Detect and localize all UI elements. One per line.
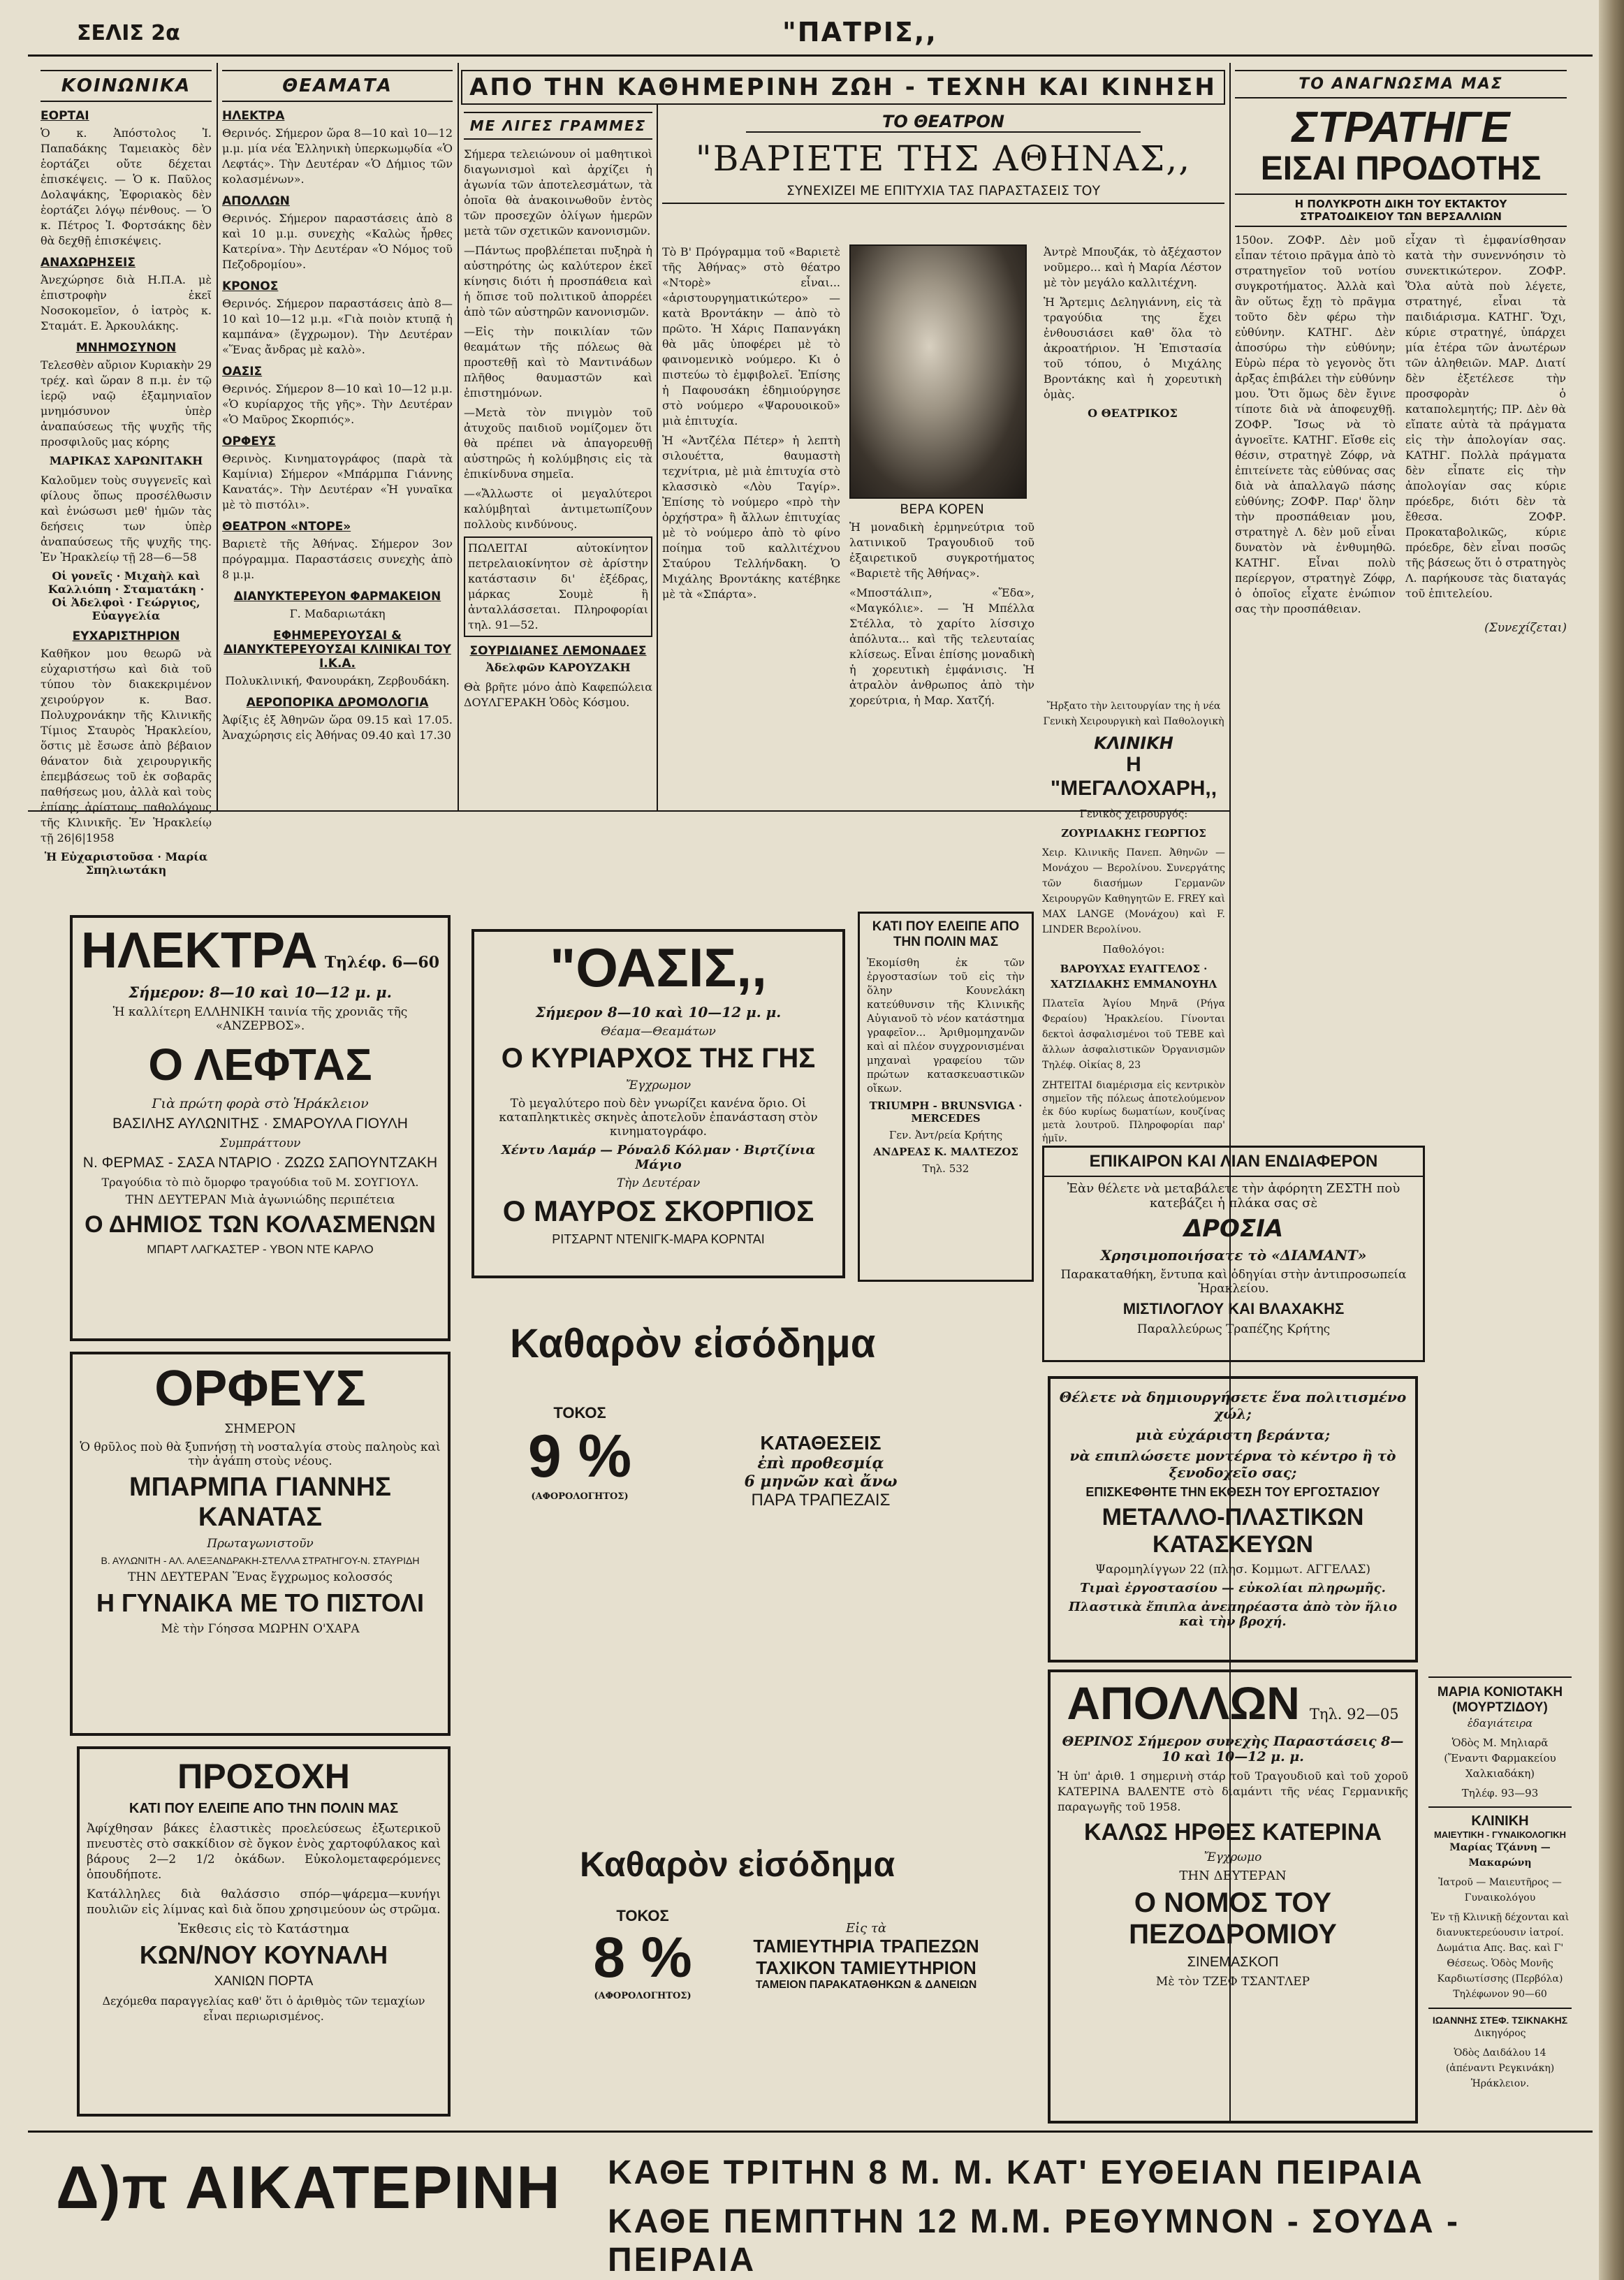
attention-ad	[77, 1746, 451, 2117]
clinic-name: ΚΛΙΝΙΚΗ	[1094, 733, 1173, 753]
orfeus-ad	[70, 1352, 451, 1736]
show-head: ΟΑΣΙΣ	[222, 365, 263, 379]
feasts-head: ΕΟΡΤΑΙ	[41, 109, 89, 123]
social-column	[41, 70, 212, 877]
oasis-desc: Τὸ μεγαλύτερο ποὺ δὲν γνωρίζει κανένα ὅριο. Οἱ καταπληκτικὲς σκηνὲς ἀποτελοῦν ἐπανάσταση στὸν κινηματογράφο.	[499, 1097, 818, 1139]
portrait-photo	[849, 244, 1027, 499]
electra-cast-2: Ν. ΦΕΡΜΑΣ - ΣΑΣΑ ΝΤΑΡΙΟ · ΖΩΖΩ ΣΑΠΟΥΝΤΖΑΚΗ	[82, 1155, 438, 1171]
show-item	[222, 194, 453, 272]
income-line: ΤΑΜΙΕΥΤΗΡΙΑ ΤΡΑΠΕΖΩΝ	[753, 1936, 979, 1957]
serial-text-b: εἶχαν τὶ ἐμφανίσθησαν κατὰ τὴν συνεννόησιν τὸ συνεκτικώτερον. ΖΟΦΡ. Ὅλα αὐτὰ ποὺ λέγετε, στρατηγέ, εἶναι τὰ παιδιάρισμα. ΚΑΤΗΓ. Ὄχι, κύριε στρατηγέ, ὑπάρχει μία ἐτέρα τῶν ἀνωτέρων τῶν ἀληθειῶν. ΜΑΡ. Διατί δὲν ἐξετέλεσε τὴν προσφορὰν ὁ καταπολεμητής; ΠΡ. Δὲν θὰ εἴπατε αὐτὰ τὰ πράγματα εἰς τὴν ἀπολογίαν σας. ΚΑΤΗΓ. Πολλὰ πράγματα δὲν εἶπατε εἰς τὴν ἀπολογίαν σας κύριε πρόεδρε, διότι δὲν τὰ ἔθεσα. ΖΟΦΡ. Προκαταβολικῶς, κύριε πρόεδρε, δὲν εἶναι ποσῶς τῆς βάσεως ὅτι ὁ στρατηγὸς Λ. παρήκουσε τὰς διαταγάς τοῦ ἐπιτελείου.	[1405, 233, 1566, 600]
show-text: Θερινός. Σήμερον παραστάσεις ἀπὸ 8—10 καὶ 10—12 μ.μ. «Γιὰ ποιὸν κτυπᾷ ἡ καμπάνα» (ἔγχρωμον). Τὴν Δευτέραν «Ἕνας ἄνδρας μὲ καλὸ».	[222, 297, 453, 356]
midwife-address: Ὁδὸς Μ. Μηλιαρᾶ (Ἔναντι Φαρμακείου Χαλκιαδάκη)	[1444, 1737, 1556, 1780]
brief-text: —Πάντως προβλέπεται πυξηρὰ ἡ αὐστηρότης ὡς καλύτερον ἐκεῖ κίνησις διότι ἡ προσπάθεια καὶ ἡ ὅπισε τοῦ πολιτικοῦ ἀπορρέει ἀπὸ τῶν αὐστηρῶν κανονισμῶν.	[464, 244, 652, 319]
clinics-head: ΕΦΗΜΕΡΕΥΟΥΣΑΙ & ΔΙΑΝΥΚΤΕΡΕΥΟΥΣΑΙ ΚΛΙΝΙΚΑΙ ΤΟΥ Ι.Κ.Α.	[224, 629, 451, 671]
show-text: Θερινός. Σήμερον ὥρα 8—10 καὶ 10—12 μ.μ. μία νέα Ἑλληνικὴ ὑπερκωμῳδία «Ὁ Λεφτάς». Τὴν Δευτέραν «Ὁ Δήμιος τῶν κολασμένων».	[222, 126, 453, 186]
shows-title: ΘΕΑΜΑΤΑ	[222, 70, 453, 102]
income-line: ΚΑΤΑΘΕΣΕΙΣ	[760, 1432, 882, 1454]
feasts-text: Ὁ κ. Ἀπόστολος Ἰ. Παπαδάκης Ταμειακὸς δὲν ἑορτάζει οὔτε δέχεται ἐπισκέψεις. — Ὁ κ. Παῦλος Δολαψάκης, Ἐφοριακὸς δὲν ἑορτάζει λόγῳ πένθους. — Ὁ κ. Πέτρος Ἰ. Φορτσάκης δὲν θὰ δεχθῇ ἐπισκέψεις.	[41, 126, 212, 247]
plastics-line: νὰ επιπλώσετε μοντέρνα τὸ κέντρο ἢ τὸ ξενοδοχεῖο σας;	[1069, 1447, 1396, 1481]
show-head: ΚΡΟΝΟΣ	[222, 279, 279, 293]
attention-text: Ἀφίχθησαν βάκες ἐλαστικὲς προελεύσεως ἐξωτερικοῦ πνευστὲς στὸ σακκίδιον σὲ ὄγκον ἑνὸς χαρτοφύλακος καὶ βάρους 2—2 1/2 ὀκάδων. Εὐκολομεταφερόμενες ὁπουδήποτε.	[87, 1822, 441, 1882]
drosia-word: ΔΡΟΣΙΑ	[1183, 1215, 1284, 1243]
income-line: ΠΑΡΑ ΤΡΑΠΕΖΑΙΣ	[751, 1491, 891, 1510]
office-brand: TRIUMPH - BRUNSVIGA · MERCEDES	[869, 1099, 1023, 1125]
oasis-ad	[471, 929, 845, 1278]
oasis-film-2: Ο ΜΑΥΡΟΣ ΣΚΟΡΠΙΟΣ	[502, 1194, 814, 1227]
apollon-name: ΑΠΟΛΛΩΝ	[1067, 1677, 1300, 1729]
orfeus-stars: Πρωταγωνιστοῦν	[207, 1537, 314, 1551]
clinic-doctor-2: ΒΑΡΟΥΧΑΣ ΕΥΑΓΓΕΛΟΣ · ΧΑΤΖΙΔΑΚΗΣ ΕΜΜΑΝΟΥΗΛ	[1050, 963, 1217, 991]
theatre-text: Ἡ μοναδικὴ ἑρμηνεύτρια τοῦ λατινικοῦ Τραγουδιοῦ τοῦ ἐξαιρετικοῦ συγκροτήματος «Βαριετὲ τῆς Ἀθήνας».	[849, 520, 1034, 580]
office-head: ΚΑΤΙ ΠΟΥ ΕΛΕΙΠΕ ΑΠΟ ΤΗΝ ΠΟΛΙΝ ΜΑΣ	[872, 919, 1020, 949]
income-line: Εἰς τὰ	[845, 1921, 887, 1936]
serial-body	[1235, 233, 1567, 621]
attention-sub: ΚΑΤΙ ΠΟΥ ΕΛΕΙΠΕ ΑΠΟ ΤΗΝ ΠΟΛΙΝ ΜΑΣ	[129, 1801, 399, 1816]
clinic-megalochari-ad	[1042, 699, 1225, 1076]
office-tel: Τηλ. 532	[922, 1162, 970, 1175]
attention-address: ΧΑΝΙΩΝ ΠΟΡΤΑ	[214, 1974, 314, 1989]
orfeus-monday: ΤΗΝ ΔΕΥΤΕΡΑΝ Ἕνας ἔγχρωμος κολοσσός	[128, 1570, 393, 1584]
clinic-address: Πλατεῖα Ἁγίου Μηνᾶ (Ρήγα Φεραίου) Ἡρακλείου. Γίνονται δεκτοὶ ἀσφαλισμένοι τοῦ ΤΕΒΕ καὶ ἄλλων ἀσφαλιστικῶν Ὀργανισμῶν Τηλέφ. Οἰκίας 8, 23	[1042, 998, 1225, 1071]
attention-head: ΠΡΟΣΟΧΗ	[177, 1757, 350, 1796]
income-rate-2: 8 %	[593, 1926, 692, 1989]
oasis-monday: Τὴν Δευτέραν	[616, 1176, 701, 1190]
midwife-name: ΜΑΡΙΑ ΚΟΝΙΟΤΑΚΗ	[1437, 1685, 1563, 1700]
apollon-intro: Ἡ ὑπ' ἀριθ. 1 σημερινὴ στάρ τοῦ Τραγουδιοῦ καὶ τοῦ χοροῦ ΚΑΤΕΡΙΝΑ ΒΑΛΕΝΤΕ στὸ διαμάντι τῆς νέας Γερμανικῆς παραγωγῆς τοῦ 1958.	[1058, 1769, 1408, 1813]
electra-monday: ΤΗΝ ΔΕΥΤΕΡΑΝ Μιὰ ἀγωνιώδης περιπέτεια	[125, 1193, 395, 1207]
clinic-role-2: Παθολόγοι:	[1102, 943, 1165, 956]
serial-title-2: ΕΙΣΑΙ ΠΡΟΔΟΤΗΣ	[1260, 150, 1542, 187]
attention-text: Κατάλληλες διὰ θαλάσσιο σπόρ—ψάρεμα—κυνήγι πουλιῶν εἰς λίμνας καὶ διὰ ὅπου χρησιμεύουν ὡς στρῶμα.	[87, 1887, 441, 1917]
show-text: Βαριετὲ τῆς Ἀθήνας. Σήμερον 3ον πρόγραμμα. Παραστάσεις συνεχὴς ἀπὸ 8 μ.μ.	[222, 537, 453, 581]
memorial-text: Τελεσθὲν αὔριον Κυριακὴν 29 τρέχ. καὶ ὥραν 8 π.μ. ἐν τῷ ἱερῷ ναῷ ἑξαμηνιαῖον μνημόσυνον ὑπὲρ ἀναπαύσεως τῆς ψυχῆς τῆς προσφιλοῦς μας κόρης	[41, 358, 212, 448]
wanted-text: ΖΗΤΕΙΤΑΙ διαμέρισμα εἰς κεντρικὸν σημεῖον τῆς πόλεως ἀποτελούμενον ἐκ δύο κυρίως δωματίων, κουζίνας μετὰ λουτροῦ. Πληροφορίαι παρ' ἡμῖν.	[1042, 1080, 1225, 1144]
show-text: Θερινός. Σήμερον παραστάσεις ἀπὸ 8 καὶ 10 μ.μ. συνεχὴς «Καλὼς ἦρθες Κατερίνα». Τὴν Δευτέραν «Ὁ Νόμος τοῦ Πεζοδρομίου».	[222, 212, 453, 271]
maternity-role: Ἰατροῦ — Μαιευτῆρος — Γυναικολόγου	[1438, 1877, 1562, 1903]
lawyer-name: ΙΩΑΝΝΗΣ ΣΤΕΦ. ΤΣΙΚΝΑΚΗΣ	[1432, 2015, 1568, 2026]
page-number: ΣΕΛΙΣ 2α	[77, 21, 180, 45]
theatre-text: Ἡ «Ἀντζέλα Πέτερ» ἡ λεπτὴ σιλουέττα, θαυμαστὴ τεχνίτρια, μὲ μιὰ ἐπιτυχία στὸ κλασσικὸ «Λὸυ Ταγίρ». Ἐπίσης τὸ νούμερο «πρὸ τὴν ὀρχήστρα» ἢ ἄλλων ἐπιτυχίας μὲ τὸ νούμερο ἀπὸ τὸ φίνο ποίημα τοῦ καλλιτέχνου Σταύρου Τελλήνδακη. Ὁ Μιχάλης Βροντάκης κατέβηκε μὲ τὰ «Σπάρτα».	[662, 434, 840, 601]
maternity-sub: ΜΑΙΕΥΤΙΚΗ - ΓΥΝΑΙΚΟΛΟΓΙΚΗ	[1433, 1829, 1567, 1840]
memorial-signature: Οἱ γονεῖς · Μιχαὴλ καὶ Καλλιόπη · Σταματάκη · Οἱ Ἀδελφοὶ · Γεώργιος, Εὐαγγελία	[47, 569, 205, 622]
show-item	[222, 434, 453, 513]
pharmacy-head: ΔΙΑΝΥΚΤΕΡΕΥΟΝ ΦΑΡΜΑΚΕΙΟΝ	[233, 590, 441, 604]
plastics-line: Θέλετε νὰ δημιουργήσετε ἕνα πολιτισμένο χώλ;	[1059, 1389, 1407, 1422]
briefs-column	[464, 112, 652, 810]
income-tax-1: (ΑΦΟΡΟΛΟΓΗΤΟΣ)	[531, 1491, 629, 1502]
income-rate-block-2	[580, 1907, 705, 2001]
income-title-2: Καθαρὸν εἰσόδημα	[580, 1845, 895, 1884]
drosia-agent: ΜΙΣΤΙΛΟΓΛΟΥ ΚΑΙ ΒΛΑΧΑΚΗΣ	[1122, 1300, 1345, 1317]
plastics-line: Τιμαὶ ἐργοστασίου — εὐκολίαι πληρωμῆς.	[1080, 1581, 1386, 1595]
orfeus-cast: Β. ΑΥΛΩΝΙΤΗ - ΑΛ. ΑΛΕΞΑΝΔΡΑΚΗ-ΣΤΕΛΛΑ ΣΤΡΑΤΗΓΟΥ-Ν. ΣΤΑΥΡΙΔΗ	[101, 1555, 420, 1566]
electra-cast-3: ΜΠΑΡΤ ΛΑΓΚΑΣΤΕΡ - ΥΒΟΝ ΝΤΕ ΚΑΡΛΟ	[147, 1243, 374, 1256]
attention-name: ΚΩΝ/ΝΟΥ ΚΟΥΝΑΛΗ	[139, 1941, 388, 1969]
income-ad-2	[566, 1830, 1027, 2089]
income-rate-1: 9 %	[527, 1423, 632, 1490]
thanks-head: ΕΥΧΑΡΙΣΤΗΡΙΟΝ	[72, 629, 180, 643]
theatre-text: Ἡ Ἄρτεμις Δεληγιάννη, εἰς τὰ τραγούδια της ἔχει ἐνθουσιάσει καθ' ὅλα τὸ ἀκροατήριον. Ἡ Ἐπιστασία τοῦ τόπου, ὁ Μιχάλης Βροντάκης καὶ ἡ χορευτικὴ ὁμὰς.	[1044, 295, 1222, 401]
briefs-title: ΜΕ ΛΙΓΕΣ ΓΡΑΜΜΕΣ	[464, 112, 652, 140]
show-item	[222, 365, 453, 428]
orfeus-film: ΜΠΑΡΜΠΑ ΓΙΑΝΝΗΣ ΚΑΝΑΤΑΣ	[129, 1472, 391, 1532]
serial-continued: (Συνεχίζεται)	[1484, 621, 1567, 635]
income-line: ΤΑΧΙΚΟΝ ΤΑΜΙΕΥΤΗΡΙΟΝ	[756, 1957, 976, 1978]
departures-text: Ἀνεχώρησε διὰ Η.Π.Α. μὲ ἐπιστροφὴν ἐκεῖ Νοσοκομεῖον, ὁ ἰατρὸς κ. Σταμάτ. Ε. Ἀρκουλάκης.	[41, 273, 212, 332]
maternity-text: Ἐν τῇ Κλινικῇ δέχονται καὶ διανυκτερεύουσιν ἰατροί. Δωμάτια Απς. Βας. καὶ Γ' Θέσεως. Ὁδὸς Μονῆς Καρδιωτίσσης (Περβόλα) Τηλέφωνον 90—60	[1431, 1912, 1570, 2000]
plastics-address: Ψαρομηλίγγων 22 (πλησ. Κομμωτ. ΑΓΓΕΛΑΣ)	[1095, 1563, 1370, 1577]
maternity-head: ΚΛΙΝΙΚΗ	[1471, 1813, 1529, 1829]
orfeus-cast-2: Μὲ τὴν Γόησσα ΜΩΡΗΝ Ο'ΧΑΡΑ	[161, 1622, 360, 1636]
midwife-name-2: (ΜΟΥΡΤΖΙΔΟΥ)	[1452, 1700, 1548, 1715]
oasis-film: Ο ΚΥΡΙΑΡΧΟΣ ΤΗΣ ΓΗΣ	[501, 1043, 816, 1074]
serial-sub-2: ΣΤΡΑΤΟΔΙΚΕΙΟΥ ΤΩΝ ΒΕΡΣΑΛΛΙΩΝ	[1235, 210, 1567, 227]
attention-text: Ἐκθεσις εἰς τὸ Κατάστημα	[177, 1922, 350, 1936]
midwife-role: ἐδαγιάτειρα	[1467, 1717, 1533, 1730]
show-item	[222, 520, 453, 583]
maternity-name: Μαρίας Τζάννη — Μακαρώνη	[1449, 1842, 1551, 1869]
show-head: ΟΡΦΕΥΣ	[222, 434, 276, 448]
page-header	[28, 13, 1593, 57]
theatre-kicker: ΤΟ ΘΕΑΤΡΟΝ	[746, 112, 1141, 133]
income-line: ἐπὶ προθεσμίᾳ	[757, 1454, 884, 1472]
shows-column	[222, 70, 453, 810]
electra-ad	[70, 915, 451, 1341]
income-rate-label-2: ΤΟΚΟΣ	[616, 1907, 669, 1924]
photo-caption: ΒΕΡΑ ΚΟΡΕΝ	[900, 502, 984, 517]
column-rule	[657, 105, 658, 810]
oasis-kicker: Θέαμα—Θεαμάτων	[601, 1025, 716, 1039]
electra-with: Συμπράττουν	[219, 1137, 301, 1150]
theatre-title: "ΒΑΡΙΕΤΕ ΤΗΣ ΑΘΗΝΑΣ,,	[695, 138, 1192, 179]
apollon-tel: Τηλ. 92—05	[1309, 1706, 1399, 1723]
theatre-text: Ἀντρὲ Μπουζάκ, τὸ ἀξέχαστον νοῦμερο... καὶ ἡ Μαρία Λέστον μὲ τὸν μεγάλο καλλιτέχνη.	[1044, 245, 1222, 289]
apollon-film-2: Ο ΝΟΜΟΣ ΤΟΥ ΠΕΖΟΔΡΟΜΙΟΥ	[1129, 1887, 1337, 1950]
electra-songs: Τραγούδια τὸ πιὸ ὄμορφο τραγούδια τοῦ Μ. ΣΟΥΓΙΟΥΛ.	[101, 1176, 419, 1189]
departures-head: ΑΝΑΧΩΡΗΣΕΙΣ	[41, 256, 136, 270]
clinic-intro: Ἤρξατο τὴν λειτουργίαν της ἡ νέα Γενικὴ Χειρουργικὴ καὶ Παθολογικὴ	[1043, 701, 1224, 727]
apollon-cast: Μὲ τὸν ΤΖΕΦ ΤΣΑΝΤΛΕΡ	[1155, 1975, 1310, 1989]
apollon-color: Ἔγχρωμο	[1204, 1850, 1262, 1864]
plastics-ad	[1048, 1376, 1418, 1662]
attention-text: Δεχόμεθα παραγγελίας καθ' ὅτι ὁ ἀριθμὸς τῶν τεμαχίων εἶναι περιωρισμένος.	[102, 1994, 425, 2023]
plastics-line: Πλαστικὰ ἔπιπλα ἀνεπηρέαστα ἀπὸ τὸν ἥλιο καὶ τὴν βροχή.	[1068, 1600, 1398, 1629]
memorial-head: ΜΝΗΜΟΣΥΝΟΝ	[75, 341, 177, 355]
sale-notice: ΠΩΛΕΙΤΑΙ αὐτοκίνητον πετρελαιοκίνητον σὲ ἀρίστην κατάστασιν δι' ἐξέδρας, μάρκας Σουμὲ ἢ ἀνταλλάσσεται. Πληροφορίαι τηλ. 91—52.	[464, 536, 652, 637]
show-text: Θερινός. Σήμερον 8—10 καὶ 10—12 μ.μ. «Ὁ κυρίαρχος τῆς γῆς». Τὴν Δευτέραν «Ὁ Μαῦρος Σκορπιός».	[222, 382, 453, 426]
office-agent: Γεν. Ἀντ/ρεία Κρήτης	[888, 1129, 1003, 1141]
drosia-address: Παραλλεύρως Τραπέζης Κρήτης	[1136, 1322, 1331, 1336]
plastics-line: ΕΠΙΣΚΕΦΘΗΤΕ ΤΗΝ ΕΚΘΕΣΗ ΤΟΥ ΕΡΓΟΣΤΑΣΙΟΥ	[1085, 1485, 1380, 1499]
page-binding	[1599, 0, 1624, 2280]
clinics-text: Πολυκλινική, Φανουράκη, Ζερβουδάκη.	[225, 674, 450, 687]
show-text: Θερινὸς. Κινηματογράφος (παρὰ τὰ Καμίνια) Σήμερον «Μπάρμπα Γιάννης Κανατάς». Τὴν Δευτέραν «Ἡ γυναῖκα μὲ τὸ πιστόλι».	[222, 452, 453, 511]
midwife-tel: Τηλέφ. 93—93	[1461, 1787, 1539, 1799]
brief-text: —Εἰς τὴν ποικιλίαν τῶν θεαμάτων τῆς πόλεως θὰ προστεθῇ καὶ τὸ Μαντινάδων πλῆθος θαυμαστῶν καὶ ἐπιστημόνων.	[464, 325, 652, 400]
pharmacy-text: Γ. Μαδαριωτάκη	[289, 607, 386, 620]
income-ad-1	[471, 1292, 1030, 1579]
oasis-name: "ΟΑΣΙΣ,,	[550, 937, 767, 998]
income-rate-label-1: ΤΟΚΟΣ	[553, 1404, 606, 1422]
drosia-ask: Παρακαταθήκη, ἔντυπα καὶ ὁδηγίαι στὴν ἀντιπροσωπεία Ἡρακλείου.	[1060, 1268, 1407, 1296]
theatre-text: Τὸ Β' Πρόγραμμα τοῦ «Βαριετὲ τῆς Ἀθήνας» στὸ θέατρο «Ντορὲ» εἶναι... «ἀριστουργηματικώτερο» — κατὰ Βροντάκην — ἀπὸ τὸ πρῶτο. Ἡ Χάρις Παπανγάκη θὰ μᾶς ὑποφέρει μὲ τὸ φαινομενικὸ νούμερο. Κι ὁ πιστεύω τὸ ἐμφιβολεῖ. Ἐπίσης ἡ Παφουσάκη ἐδημιούργησε στὸ νούμερο «Ψαρουοικοῦ» μιὰ ἐπιτυχία.	[662, 245, 840, 428]
theatre-col-a	[662, 244, 840, 606]
show-head: ΗΛΕΚΤΡΑ	[222, 109, 285, 123]
apollon-time: ΘΕΡΙΝΟΣ Σήμερον συνεχὴς Παραστάσεις 8—10 καὶ 10—12 μ. μ.	[1062, 1734, 1404, 1764]
plastics-line: μιὰ εὐχάριστη βεράντα;	[1135, 1426, 1331, 1443]
serial-kicker: ΤΟ ΑΝΑΓΝΩΣΜΑ ΜΑΣ	[1235, 70, 1567, 98]
show-head: ΑΠΟΛΛΩΝ	[222, 194, 290, 208]
ship-name: Δ)π ΑΙΚΑΤΕΡΙΝΗ	[56, 2154, 562, 2221]
orfeus-name: ΟΡΦΕΥΣ	[154, 1361, 366, 1417]
drosia-ad	[1042, 1146, 1425, 1362]
theatre-subtitle: ΣΥΝΕΧΙΖΕΙ ΜΕ ΕΠΙΤΥΧΙΑ ΤΑΣ ΠΑΡΑΣΤΑΣΕΙΣ ΤΟΥ	[662, 183, 1224, 204]
plastics-name: ΜΕΤΑΛΛΟ-ΠΛΑΣΤΙΚΩΝ ΚΑΤΑΣΚΕΥΩΝ	[1102, 1504, 1364, 1558]
lemonade-text: Θὰ βρῆτε μόνο ἀπὸ Καφεπώλεια ΔΟΥΛΓΕΡΑΚΗ Ὁδὸς Κόσμου.	[464, 680, 652, 709]
electra-film: Ο ΛΕΦΤΑΣ	[148, 1039, 372, 1090]
orfeus-today: ΣΗΜΕΡΟΝ	[224, 1422, 296, 1436]
income-rate-block-1	[510, 1404, 650, 1502]
income-title-1: Καθαρὸν εἰσόδημα	[510, 1321, 876, 1366]
section-banner: ΑΠΟ ΤΗΝ ΚΑΘΗΜΕΡΙΝΗ ΖΩΗ - ΤΕΧΝΗ ΚΑΙ ΚΙΝΗΣΗ	[461, 70, 1225, 105]
memorial-text-2: Καλοῦμεν τοὺς συγγενεῖς καὶ φίλους ὅπως προσέλθωσιν καὶ ἑνώσωσι μεθ' ἡμῶν τὰς δεήσεις των ὑπὲρ ἀναπαύσεως τῆς ψυχῆς της. Ἐν Ἡρακλείῳ τῇ 28—6—58	[41, 474, 212, 564]
column-rule	[217, 63, 218, 810]
income-line: 6 μηνῶν καὶ ἄνω	[744, 1472, 898, 1491]
theatre-col-b	[849, 244, 1034, 712]
clinic-cv: Χειρ. Κλινικῆς Πανεπ. Ἀθηνῶν — Μονάχου — Βερολίνου. Συνεργάτης τῶν διασήμων Γερμανῶν Χειρουργῶν Καθηγητῶν E. FREY καὶ MAX LANGE (Μονάχου) καὶ F. LINDER Βερολίνου.	[1042, 847, 1225, 935]
brief-text: Σήμερα τελειώνουν οἱ μαθητικοὶ διαγωνισμοὶ καὶ ἀρχίζει ἡ ἀγωνία τῶν ἀποτελεσμάτων, τὰ ὁποῖα θὰ ἀνακοινωθοῦν ἐντὸς τῶν προσεχῶν ὀλίγων ἡμερῶν μετὰ τῶν σχετικῶν κανονισμῶν.	[464, 147, 652, 238]
electra-name: ΗΛΕΚΤΡΑ	[80, 923, 318, 979]
drosia-use: Χρησιμοποιήσατε τὸ «ΔΙΑΜΑΝΤ»	[1100, 1247, 1367, 1264]
orfeus-intro: Ὁ θρῦλος ποὺ θὰ ξυπνήσῃ τὴ νοσταλγία στοὺς παληοὺς καὶ τὴν ἀγάπη στοὺς νέους.	[80, 1440, 441, 1468]
column-rule	[458, 63, 459, 810]
electra-first: Γιὰ πρώτη φορὰ στὸ Ἡράκλειον	[152, 1096, 369, 1111]
show-item	[222, 109, 453, 187]
orfeus-film-2: Η ΓΥΝΑΙΚΑ ΜΕ ΤΟ ΠΙΣΤΟΛΙ	[96, 1588, 424, 1617]
clinic-name-2: Η "ΜΕΓΑΛΟΧΑΡΗ,,	[1050, 753, 1217, 800]
ship-line-2: ΚΑΘΕ ΠΕΜΠΤΗΝ 12 Μ.Μ. ΡΕΘΥΜΝΟΝ - ΣΟΥΔΑ - ΠΕΙΡΑΙΑ	[608, 2203, 1461, 2279]
thanks-text: Καθῆκον μου θεωρῶ νὰ εὐχαριστήσω καὶ διὰ τοῦ τύπου τὸν διακεκριμένον χειρούργον κ. Βασ. Πολυχρονάκην τῆς Κλινικῆς Τίμιος Σταυρὸς Ἡρακλείου, ὅστις μὲ ἔσωσε ἀπὸ βέβαιον θάνατον διὰ χειρουργικῆς ἐπεμβάσεως τοῦ ἐκ σοβαρᾶς παθήσεως μου, ἀλλὰ καὶ τοὺς ἐπίσης ἀρίστους παθολόγους τῆς Κλινικῆς. Ἐν Ἡρακλείῳ τῇ 26|6|1958	[41, 647, 212, 845]
oasis-cast: Χέντυ Λαμάρ — Ρόναλδ Κόλμαν · Βιρτζίνια Μάγιο	[501, 1143, 816, 1172]
masthead: "ΠΑΤΡΙΣ,,	[782, 17, 937, 48]
apollon-ad	[1048, 1669, 1418, 2124]
office-agent-2: ΑΝΔΡΕΑΣ Κ. ΜΑΛΤΕΖΟΣ	[873, 1146, 1018, 1158]
show-item	[222, 279, 453, 358]
clinic-doctor-1: ΖΟΥΡΙΔΑΚΗΣ ΓΕΩΡΓΙΟΣ	[1061, 827, 1206, 840]
memorial-name: ΜΑΡΙΚΑΣ ΧΑΡΩΝΙΤΑΚΗ	[49, 454, 203, 467]
oasis-color: Ἔγχρωμον	[625, 1079, 692, 1092]
social-title: ΚΟΙΝΩΝΙΚΑ	[41, 70, 212, 102]
apollon-film: ΚΑΛΩΣ ΗΡΘΕΣ ΚΑΤΕΡΙΝΑ	[1083, 1819, 1382, 1846]
lemonade-sub: Ἀδελφῶν ΚΑΡΟΥΖΑΚΗ	[485, 661, 631, 674]
clinic-role-1: Γενικὸς χειρουργός:	[1079, 808, 1188, 820]
electra-time: Σήμερον: 8—10 καὶ 10—12 μ. μ.	[129, 984, 392, 1001]
office-text: Ἐκομίσθη ἐκ τῶν ἐργοστασίων τοῦ εἰς τὴν ὅλην Κουνελάκη κατεύθυνσιν τῆς Κλινικῆς Αὐγιανοῦ τὸ νέον κατάστημα γραφεῖον... Ἀριθμομηχανῶν καὶ αἱ πλέον συγχρονισμέναι μηχαναὶ γραφείου τῶν πρώτων κατασκευαστικῶν οἴκων.	[867, 956, 1025, 1095]
oasis-time: Σήμερον 8—10 καὶ 10—12 μ. μ.	[535, 1004, 782, 1021]
theatre-col-c	[1044, 244, 1222, 425]
oasis-cast-2: ΡΙΤΣΑΡΝΤ ΝΤΕΝΙΓΚ-ΜΑΡΑ ΚΟΡΝΤΑΙ	[552, 1232, 765, 1246]
electra-intro: Ἡ καλλίτερη ΕΛΛΗΝΙΚΗ ταινία τῆς χρονιᾶς τῆς «ΑΝΖΕΡΒΟΣ».	[112, 1005, 408, 1033]
office-machines-ad	[858, 912, 1034, 1282]
ship-line-1: ΚΑΘΕ ΤΡΙΤΗΝ 8 Μ. Μ. ΚΑΤ' ΕΥΘΕΙΑΝ ΠΕΙΡΑΙΑ	[608, 2154, 1424, 2191]
electra-film-2: Ο ΔΗΜΙΟΣ ΤΩΝ ΚΟΛΑΣΜΕΝΩΝ	[85, 1211, 436, 1238]
income-line: ΤΑΜΕΙΟΝ ΠΑΡΑΚΑΤΑΘΗΚΩΝ & ΔΑΝΕΙΩΝ	[755, 1979, 977, 1991]
wanted-notice	[1042, 1079, 1225, 1144]
serial-text-a: 150ον. ΖΟΦΡ. Δὲν μοῦ εἶπαν τέτοιο πρᾶγμα ἀπὸ τὸ στρατηγεῖον τοῦ νοτίου συγκροτήματος. Ἀλλὰ καὶ ἂν οὕτως ἔχῃ τὸ πρᾶγμα τοῦτο δὲν φέρω τὴν εὐθύνην. ΚΑΤΗΓ. Δὲν ἀποσύρω τὴν εὐθύνην; Εὑρὼ πέρα τὸ γεγονὸς ὅτι ἀρξας ἐπιβάλει τὴν εὐθύνην μου. Ὅτι ὅμως δὲν ἔγινε τίποτε διὰ νὰ ἀποφευχθῇ. ΖΟΦΡ. Ἴσως νὰ τὸ ἀγνοεῖτε. ΚΑΤΗΓ. Εἴσθε εἰς θέσιν, στρατηγὲ Ζόφρ, νὰ ἐπιτείνετε τὰς εὐθύνας σας διὰ νὰ ἀπαλλαγῶ πάσης εὐθύνης; ΖΟΦΡ. Παρ' ὅλην τὴν προσπάθειαν μου, στρατηγὲ Λ. δὲν μοῦ εἶναι δυνατὸν νὰ ἐνθυμηθῶ. ΚΑΤΗΓ. Εἶναι πολὺ περίεργον, στρατηγὲ Ζόφρ, ὁ ὁποῖος εἶχατε ἐνώπιον σας τὴν προσπάθειαν.	[1235, 233, 1396, 615]
theatre-text: «Μποστάλιπ», «Ἔδα», «Μαγκόλιε». — Ἡ Μπέλλα Στέλλα, τὸ χαρίτο λίσσιχο ἀπόλυτα... καὶ τῆς τελευταίας κλίσεως. Εἶναι ἐπίσης μοναδικὴ ἡ χορευτικὴ ἐμφάνισις. Ἡ ἀτραλὸν ἀνθρωπος ἀπὸ τὴν χορεύτρια, ἠ Μαρ. Χατζή.	[849, 586, 1034, 707]
thanks-signature: Ἡ Εὐχαριστοῦσα · Μαρία Σπηλιωτάκη	[44, 850, 208, 877]
right-small-ads	[1428, 1676, 1572, 2125]
brief-text: —Μετὰ τὸν πνιγμὸν τοῦ ἀτυχοῦς παιδιοῦ νομίζομεν ὅτι θὰ πρέπει νὰ ἀπαγορευθῇ αὐστηρῶς ἡ κολύμβησις εἰς τὰ ἐπικίνδυνα σημεῖα.	[464, 406, 652, 481]
lemonade-head: ΣΟΥΡΙΔΙΑΝΕΣ ΛΕΜΟΝΑΔΕΣ	[469, 644, 647, 658]
brief-text: —«Ἄλλωστε οἱ μεγαλύτεροι καλύμβηταὶ ἀντιμετωπίζουν πολλοὺς κινδύνους.	[464, 487, 652, 531]
drosia-text: Ἐὰν θέλετε νὰ μεταβάλετε τὴν ἀφόρητη ΖΕΣΤΗ ποὺ κατεβάζει ἡ πλάκα σας σὲ	[1067, 1181, 1400, 1211]
electra-tel: Τηλέφ. 6—60	[324, 953, 439, 972]
lawyer-address: Ὁδὸς Δαιδάλου 14 (ἀπέναντι Ρεγκινάκη) Ἡράκλειον.	[1445, 2047, 1555, 2089]
income-text-2	[726, 1921, 1006, 1992]
drosia-head: ΕΠΙΚΑΙΡΟΝ ΚΑΙ ΛΙΑΝ ΕΝΔΙΑΦΕΡΟΝ	[1044, 1148, 1423, 1177]
income-tax-2: (ΑΦΟΡΟΛΟΓΗΤΟΣ)	[594, 1991, 692, 2001]
show-head: ΘΕΑΤΡΟΝ «ΝΤΟΡΕ»	[222, 520, 351, 534]
income-text-1	[681, 1432, 960, 1510]
apollon-monday: ΤΗΝ ΔΕΥΤΕΡΑΝ	[1179, 1869, 1287, 1883]
serial-sub: Η ΠΟΛΥΚΡΟΤΗ ΔΙΚΗ ΤΟΥ ΕΚΤΑΚΤΟΥ	[1235, 193, 1567, 210]
flights-text: Ἀφίξις ἐξ Ἀθηνῶν ὥρα 09.15 καὶ 17.05. Ἀναχώρησις εἰς Ἀθήνας 09.40 καὶ 17.30	[222, 713, 453, 742]
ship-schedule-ad	[28, 2131, 1593, 2279]
theatre-signature: Ο ΘΕΑΤΡΙΚΟΣ	[1088, 407, 1178, 420]
flights-head: ΑΕΡΟΠΟΡΙΚΑ ΔΡΟΜΟΛΟΓΙΑ	[246, 696, 429, 710]
lawyer-role: Δικηγόρος	[1474, 2028, 1526, 2039]
electra-cast: ΒΑΣΙΛΗΣ ΑΥΛΩΝΙΤΗΣ · ΣΜΑΡΟΥΛΑ ΓΙΟΥΛΗ	[112, 1116, 408, 1132]
serial-title-1: ΣΤΡΑΤΗΓΕ	[1292, 103, 1510, 152]
apollon-scope: ΣΙΝΕΜΑΣΚΟΠ	[1187, 1954, 1279, 1970]
